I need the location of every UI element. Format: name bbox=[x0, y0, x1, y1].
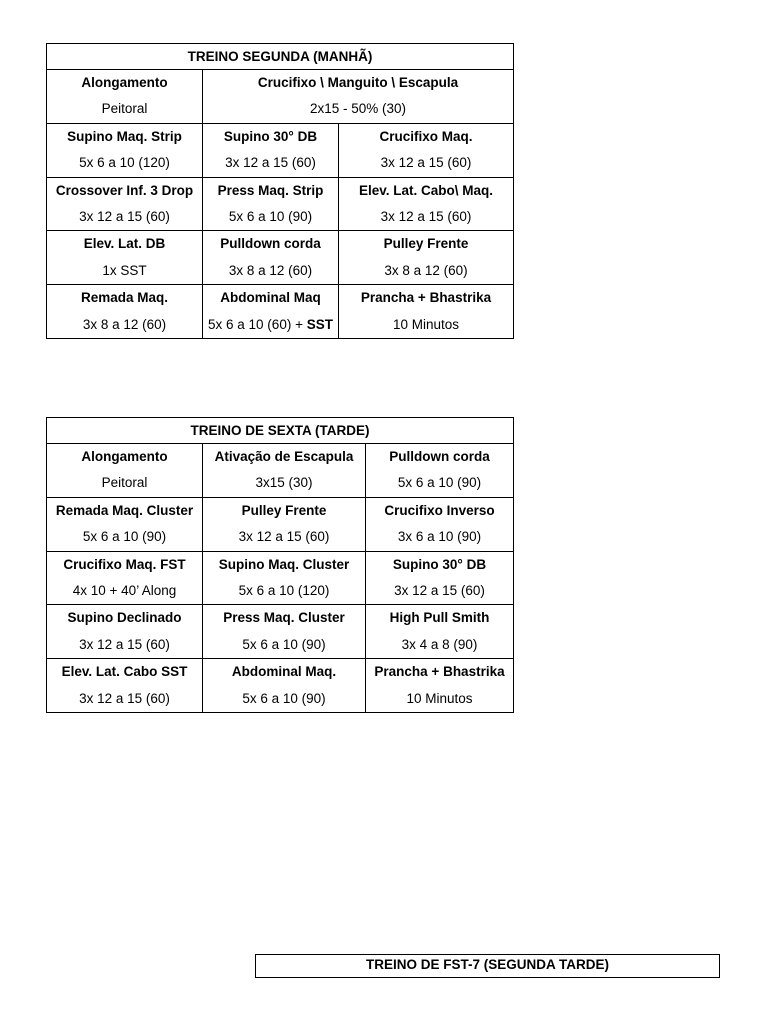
exercise-spec: 3x 12 a 15 (60) bbox=[225, 155, 316, 171]
exercise-cell bbox=[47, 123, 203, 177]
exercise-spec: Peitoral bbox=[101, 101, 148, 117]
exercise-spec: 3x 6 a 10 (90) bbox=[397, 529, 482, 545]
exercise-name: Remada Maq. bbox=[80, 290, 169, 306]
exercise-name: Supino Declinado bbox=[67, 610, 182, 626]
exercise-name: Crucifixo \ Manguito \ Escapula bbox=[257, 75, 459, 90]
exercise-spec: 3x 12 a 15 (60) bbox=[79, 690, 170, 706]
exercise-spec: Peitoral bbox=[101, 475, 148, 491]
exercise-cell bbox=[203, 285, 339, 339]
exercise-spec: 3x 12 a 15 (60) bbox=[380, 208, 472, 224]
exercise-cell bbox=[366, 444, 514, 498]
exercise-spec: 2x15 - 50% (30) bbox=[309, 101, 407, 117]
exercise-name: Supino Maq. Cluster bbox=[218, 556, 350, 572]
exercise-spec: 5x 6 a 10 (90) bbox=[397, 475, 482, 491]
table-title-fst7: TREINO DE FST-7 (SEGUNDA TARDE) bbox=[255, 954, 720, 978]
exercise-cell bbox=[47, 177, 203, 231]
exercise-spec: 3x15 (30) bbox=[255, 475, 313, 491]
exercise-cell bbox=[366, 659, 514, 713]
exercise-name: Supino 30° DB bbox=[223, 128, 318, 144]
exercise-name: Alongamento bbox=[81, 75, 168, 90]
exercise-name: Prancha + Bhastrika bbox=[360, 290, 492, 306]
table-row bbox=[47, 605, 514, 659]
exercise-cell bbox=[203, 605, 366, 659]
exercise-cell bbox=[203, 444, 366, 498]
exercise-cell bbox=[203, 551, 366, 605]
exercise-spec: 3x 8 a 12 (60) bbox=[228, 262, 313, 278]
exercise-cell bbox=[203, 70, 514, 124]
exercise-spec: 3x 12 a 15 (60) bbox=[380, 155, 472, 171]
exercise-cell bbox=[203, 177, 339, 231]
exercise-spec: 5x 6 a 10 (90) bbox=[242, 636, 326, 652]
exercise-name: Crucifixo Maq. FST bbox=[63, 556, 186, 572]
exercise-spec: 3x 8 a 12 (60) bbox=[384, 262, 468, 278]
exercise-cell bbox=[47, 497, 203, 551]
exercise-cell bbox=[339, 177, 514, 231]
table-row bbox=[47, 497, 514, 551]
exercise-cell bbox=[339, 231, 514, 285]
exercise-spec: 3x 12 a 15 (60) bbox=[79, 636, 170, 652]
exercise-name: Pulldown corda bbox=[220, 236, 321, 252]
table-row bbox=[47, 285, 514, 339]
exercise-name: Pulley Frente bbox=[383, 236, 469, 252]
exercise-spec: 1x SST bbox=[102, 262, 147, 278]
exercise-name: Crucifixo Maq. bbox=[379, 128, 473, 144]
exercise-name: High Pull Smith bbox=[389, 610, 490, 626]
exercise-spec: 3x 8 a 12 (60) bbox=[82, 316, 167, 332]
exercise-name: Remada Maq. Cluster bbox=[55, 502, 194, 518]
exercise-cell bbox=[366, 551, 514, 605]
exercise-name: Supino 30° DB bbox=[392, 556, 487, 572]
exercise-spec: 10 Minutos bbox=[392, 316, 460, 332]
exercise-name: Press Maq. Cluster bbox=[223, 610, 345, 626]
exercise-spec-text: 5x 6 a 10 (60) + bbox=[208, 316, 303, 332]
exercise-cell bbox=[47, 659, 203, 713]
exercise-spec: 4x 10 + 40’ Along bbox=[72, 582, 177, 598]
table-row bbox=[47, 659, 514, 713]
exercise-spec: 5x 6 a 10 (90) bbox=[242, 690, 326, 706]
exercise-spec bbox=[203, 312, 338, 338]
table-row bbox=[47, 70, 514, 124]
table-row bbox=[47, 123, 514, 177]
exercise-spec: 10 Minutos bbox=[406, 690, 473, 706]
exercise-cell bbox=[47, 70, 203, 124]
exercise-spec: 3x 12 a 15 (60) bbox=[79, 208, 170, 224]
exercise-cell bbox=[203, 659, 366, 713]
exercise-cell bbox=[366, 497, 514, 551]
workout-table-segunda-manha bbox=[46, 43, 514, 339]
exercise-spec: 5x 6 a 10 (120) bbox=[79, 155, 170, 171]
exercise-name: Supino Maq. Strip bbox=[67, 128, 182, 144]
exercise-name: Press Maq. Strip bbox=[217, 182, 324, 198]
exercise-name: Abdominal Maq bbox=[220, 290, 321, 306]
table-title: TREINO SEGUNDA (MANHÃ) bbox=[47, 44, 514, 70]
table-row bbox=[47, 444, 514, 498]
exercise-cell bbox=[339, 285, 514, 339]
exercise-cell bbox=[366, 605, 514, 659]
exercise-spec: 3x 12 a 15 (60) bbox=[238, 529, 330, 545]
table-row bbox=[47, 231, 514, 285]
exercise-spec: 3x 12 a 15 (60) bbox=[394, 582, 485, 598]
exercise-name: Pulldown corda bbox=[389, 449, 490, 464]
table-row bbox=[47, 177, 514, 231]
exercise-name: Ativação de Escapula bbox=[214, 449, 354, 464]
exercise-name: Alongamento bbox=[81, 449, 168, 464]
exercise-cell bbox=[47, 444, 203, 498]
exercise-name: Prancha + Bhastrika bbox=[374, 664, 505, 680]
exercise-name: Elev. Lat. DB bbox=[83, 236, 166, 252]
exercise-cell bbox=[47, 605, 203, 659]
exercise-cell bbox=[47, 231, 203, 285]
exercise-cell bbox=[47, 285, 203, 339]
exercise-name: Pulley Frente bbox=[241, 502, 327, 518]
exercise-spec-emphasis: SST bbox=[306, 316, 333, 332]
exercise-spec: 3x 4 a 8 (90) bbox=[401, 636, 478, 652]
exercise-name: Abdominal Maq. bbox=[231, 664, 337, 680]
exercise-cell bbox=[339, 123, 514, 177]
exercise-spec: 5x 6 a 10 (120) bbox=[238, 582, 330, 598]
exercise-cell bbox=[203, 231, 339, 285]
exercise-name: Elev. Lat. Cabo SST bbox=[61, 664, 188, 680]
exercise-cell bbox=[203, 123, 339, 177]
exercise-cell bbox=[203, 497, 366, 551]
exercise-name: Crucifixo Inverso bbox=[384, 502, 495, 518]
exercise-spec: 5x 6 a 10 (90) bbox=[228, 208, 313, 224]
table-title: TREINO DE SEXTA (TARDE) bbox=[47, 418, 514, 444]
exercise-name: Elev. Lat. Cabo\ Maq. bbox=[359, 182, 494, 198]
exercise-name: Crossover Inf. 3 Drop bbox=[55, 182, 194, 198]
exercise-cell bbox=[47, 551, 203, 605]
workout-table-sexta-tarde bbox=[46, 417, 514, 713]
table-row bbox=[47, 551, 514, 605]
exercise-spec: 5x 6 a 10 (90) bbox=[82, 529, 167, 545]
